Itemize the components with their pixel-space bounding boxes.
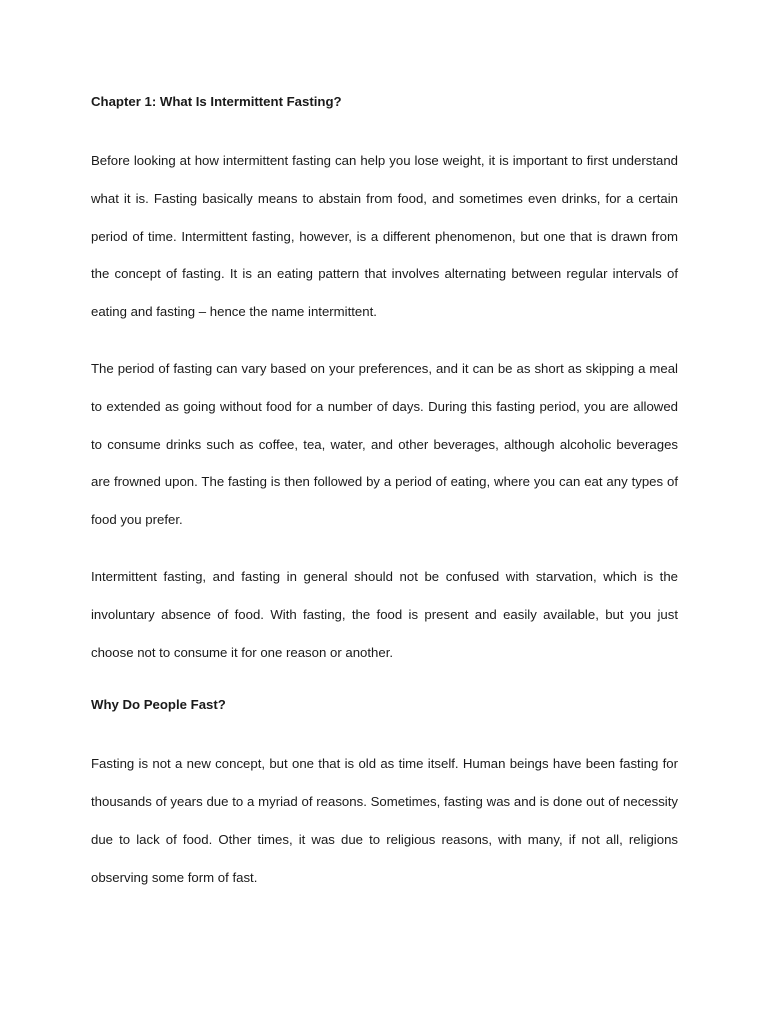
section-title: Why Do People Fast?	[91, 697, 226, 713]
paragraph: Fasting is not a new concept, but one that is old as time itself. Human beings have been fasting for thousands of years due to a myriad of reasons. Sometimes, fasting was and is done out of necessity due to lack of food. Other times, it was due to religious reasons, with many, if not all, religions observing some form of fast.	[91, 756, 678, 885]
paragraph: The period of fasting can vary based on your preferences, and it can be as short as skipping a meal to extended as going without food for a number of days. During this fasting period, you are allowed to consume drinks such as coffee, tea, water, and other beverages, although alcoholic beverages are frowned upon. The fasting is then followed by a period of eating, where you can eat any types of food you prefer.	[91, 360, 678, 528]
paragraph: Before looking at how intermittent fasting can help you lose weight, it is important to first understand what it is. Fasting basically means to abstain from food, and sometimes even drinks, for a certain period of time. Intermittent fasting, however, is a different phenomenon, but one that is drawn from the concept of fasting. It is an eating pattern that involves alternating between regular intervals of eating and fasting – hence the name intermittent.	[91, 153, 678, 320]
document-body	[91, 87, 678, 897]
chapter-title: Chapter 1: What Is Intermittent Fasting?	[91, 94, 342, 109]
paragraph: Intermittent fasting, and fasting in general should not be confused with starvation, which is the involuntary absence of food. With fasting, the food is present and easily available, but you just choose not to consume it for one reason or another.	[91, 568, 678, 660]
